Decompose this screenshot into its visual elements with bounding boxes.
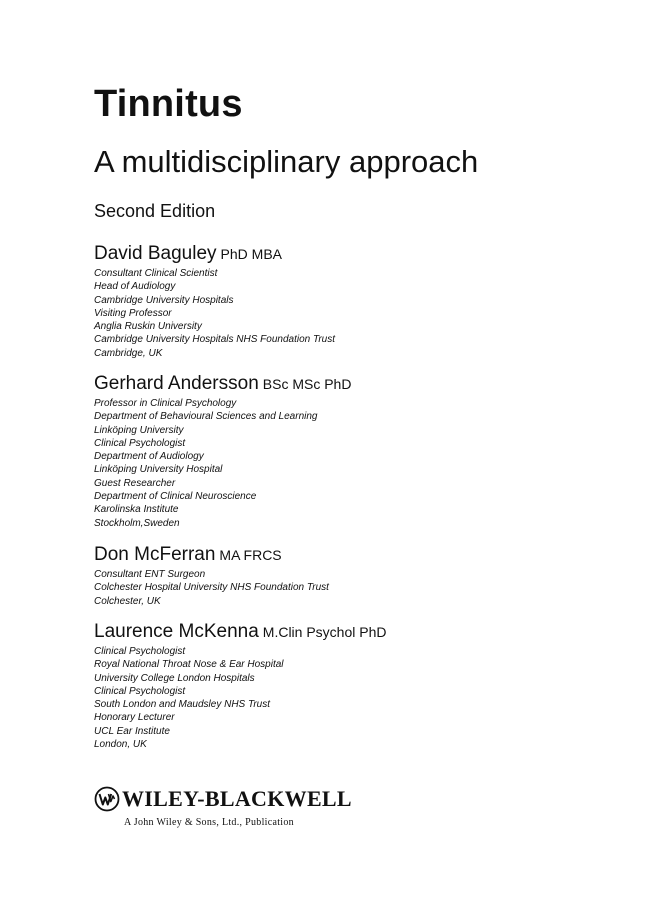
affiliation-line: Guest Researcher — [94, 477, 176, 489]
author-credentials: PhD MBA — [220, 246, 282, 262]
affiliation-line: Clinical Psychologist — [94, 437, 186, 449]
affiliation-line: Visiting Professor — [94, 307, 172, 319]
author-heading — [94, 544, 614, 567]
wiley-w-seal-icon — [94, 786, 120, 812]
affiliation-line: Consultant Clinical Scientist — [94, 268, 218, 279]
affiliation-line: Head of Audiology — [94, 281, 176, 293]
affiliation-line: Cambridge, UK — [94, 347, 163, 359]
author-credentials: MA FRCS — [219, 547, 282, 563]
affiliation-list — [94, 568, 614, 608]
affiliation-line: Colchester, UK — [94, 595, 161, 607]
affiliation-list — [94, 267, 614, 360]
author-name: Gerhard Andersson — [94, 373, 259, 394]
author-name: Don McFerran — [94, 544, 216, 565]
affiliation-line: Department of Behavioural Sciences and Learning — [94, 411, 318, 423]
book-subtitle: A multidisciplinary approach — [94, 144, 479, 179]
affiliation-line: Royal National Throat Nose & Ear Hospital — [94, 659, 284, 671]
affiliation-line: Clinical Psychologist — [94, 685, 186, 697]
affiliation-line: London, UK — [94, 739, 147, 751]
affiliation-line: Department of Clinical Neuroscience — [94, 491, 257, 503]
affiliation-line: Clinical Psychologist — [94, 646, 186, 657]
affiliation-line: Stockholm,Sweden — [94, 517, 180, 529]
affiliation-line: Linköping University Hospital — [94, 464, 223, 476]
publisher-logo-text: WILEY-BLACKWELL — [122, 786, 352, 811]
author-credentials: BSc MSc PhD — [262, 376, 352, 392]
affiliation-list — [94, 397, 614, 530]
affiliation-line: Colchester Hospital University NHS Foundation Trust — [94, 582, 329, 594]
author-block — [94, 243, 614, 360]
affiliation-line: Anglia Ruskin University — [94, 321, 202, 333]
author-credentials: M.Clin Psychol PhD — [262, 624, 387, 640]
affiliation-line: Karolinska Institute — [94, 504, 179, 516]
affiliation-line: UCL Ear Institute — [94, 725, 170, 737]
publisher-tagline: A John Wiley & Sons, Ltd., Publication — [124, 817, 294, 828]
author-heading — [94, 243, 614, 266]
author-name: David Baguley — [94, 243, 217, 264]
author-block — [94, 544, 614, 608]
author-name: Laurence McKenna — [94, 621, 259, 642]
publisher-logo — [94, 786, 352, 812]
author-heading — [94, 373, 614, 396]
affiliation-line: Cambridge University Hospitals — [94, 294, 234, 306]
book-edition: Second Edition — [94, 201, 216, 221]
affiliation-line: Cambridge University Hospitals NHS Foundation Trust — [94, 334, 336, 346]
affiliation-line: University College London Hospitals — [94, 672, 255, 684]
affiliation-line: Professor in Clinical Psychology — [94, 398, 237, 409]
book-title: Tinnitus — [94, 83, 243, 125]
author-block — [94, 373, 614, 530]
affiliation-line: South London and Maudsley NHS Trust — [94, 699, 271, 711]
affiliation-list — [94, 645, 614, 751]
affiliation-line: Consultant ENT Surgeon — [94, 569, 206, 580]
author-block — [94, 621, 614, 751]
affiliation-line: Honorary Lecturer — [94, 712, 175, 724]
affiliation-line: Department of Audiology — [94, 451, 204, 463]
author-heading — [94, 621, 614, 644]
affiliation-line: Linköping University — [94, 424, 184, 436]
